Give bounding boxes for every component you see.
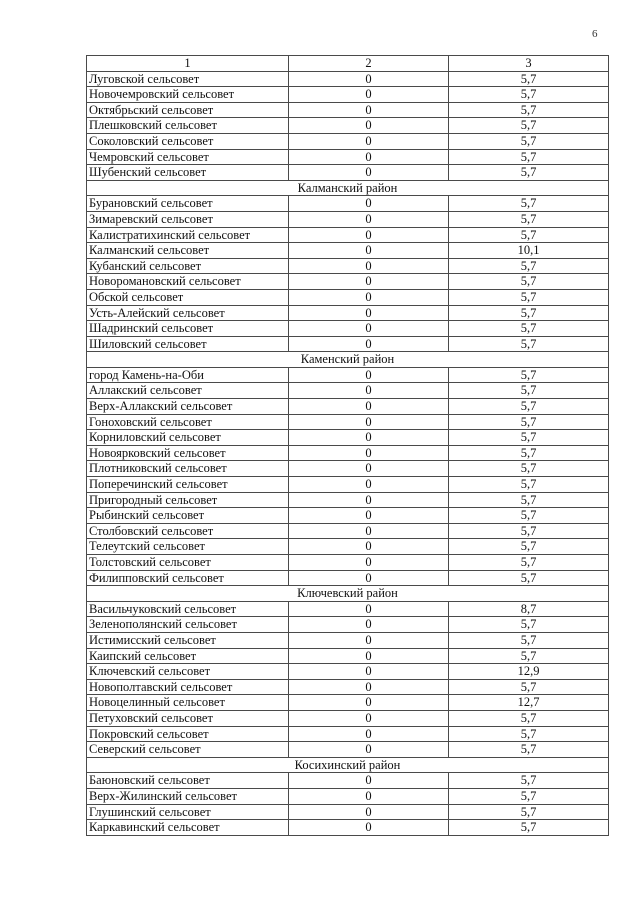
column-3-value-cell: 5,7 bbox=[449, 321, 609, 337]
table-row bbox=[87, 383, 609, 399]
column-3-value-cell: 8,7 bbox=[449, 601, 609, 617]
column-2-value-cell: 0 bbox=[289, 695, 449, 711]
district-header-row bbox=[87, 586, 609, 602]
column-2-value-cell: 0 bbox=[289, 399, 449, 415]
settlement-name-cell: Каипский сельсовет bbox=[87, 648, 289, 664]
table-row bbox=[87, 804, 609, 820]
page-number: 6 bbox=[592, 28, 598, 40]
table-row bbox=[87, 71, 609, 87]
table-row bbox=[87, 461, 609, 477]
column-3-value-cell: 5,7 bbox=[449, 820, 609, 836]
column-3-value-cell: 12,7 bbox=[449, 695, 609, 711]
settlement-name-cell: Усть-Алейский сельсовет bbox=[87, 305, 289, 321]
column-2-value-cell: 0 bbox=[289, 258, 449, 274]
column-3-value-cell: 5,7 bbox=[449, 133, 609, 149]
settlement-name-cell: Филипповский сельсовет bbox=[87, 570, 289, 586]
column-2-value-cell: 0 bbox=[289, 196, 449, 212]
column-2-value-cell: 0 bbox=[289, 367, 449, 383]
column-2-value-cell: 0 bbox=[289, 555, 449, 571]
column-3-value-cell: 5,7 bbox=[449, 305, 609, 321]
column-3-value-cell: 5,7 bbox=[449, 414, 609, 430]
table-row bbox=[87, 539, 609, 555]
column-2-value-cell: 0 bbox=[289, 414, 449, 430]
settlement-name-cell: Плешковский сельсовет bbox=[87, 118, 289, 134]
column-3-value-cell: 5,7 bbox=[449, 211, 609, 227]
column-2-value-cell: 0 bbox=[289, 648, 449, 664]
column-3-value-cell: 5,7 bbox=[449, 710, 609, 726]
data-table bbox=[86, 55, 609, 836]
column-header-2: 2 bbox=[289, 56, 449, 72]
column-2-value-cell: 0 bbox=[289, 321, 449, 337]
column-2-value-cell: 0 bbox=[289, 726, 449, 742]
column-2-value-cell: 0 bbox=[289, 305, 449, 321]
column-3-value-cell: 5,7 bbox=[449, 492, 609, 508]
column-2-value-cell: 0 bbox=[289, 71, 449, 87]
column-2-value-cell: 0 bbox=[289, 773, 449, 789]
column-2-value-cell: 0 bbox=[289, 570, 449, 586]
column-3-value-cell: 5,7 bbox=[449, 570, 609, 586]
column-2-value-cell: 0 bbox=[289, 742, 449, 758]
column-3-value-cell: 5,7 bbox=[449, 742, 609, 758]
column-2-value-cell: 0 bbox=[289, 632, 449, 648]
column-3-value-cell: 5,7 bbox=[449, 71, 609, 87]
header-row bbox=[87, 56, 609, 72]
column-3-value-cell: 5,7 bbox=[449, 87, 609, 103]
table-row bbox=[87, 726, 609, 742]
column-2-value-cell: 0 bbox=[289, 664, 449, 680]
column-3-value-cell: 5,7 bbox=[449, 539, 609, 555]
settlement-name-cell: Ключевский сельсовет bbox=[87, 664, 289, 680]
column-3-value-cell: 5,7 bbox=[449, 508, 609, 524]
table-row bbox=[87, 492, 609, 508]
table-row bbox=[87, 601, 609, 617]
column-2-value-cell: 0 bbox=[289, 601, 449, 617]
settlement-name-cell: Бурановский сельсовет bbox=[87, 196, 289, 212]
column-3-value-cell: 5,7 bbox=[449, 773, 609, 789]
settlement-name-cell: Столбовский сельсовет bbox=[87, 523, 289, 539]
district-header-row bbox=[87, 757, 609, 773]
table-row bbox=[87, 742, 609, 758]
column-3-value-cell: 5,7 bbox=[449, 555, 609, 571]
settlement-name-cell: Аллакский сельсовет bbox=[87, 383, 289, 399]
table-body bbox=[87, 71, 609, 835]
column-2-value-cell: 0 bbox=[289, 211, 449, 227]
settlement-name-cell: Кубанский сельсовет bbox=[87, 258, 289, 274]
table-row bbox=[87, 367, 609, 383]
settlement-name-cell: Поперечинский сельсовет bbox=[87, 477, 289, 493]
column-2-value-cell: 0 bbox=[289, 508, 449, 524]
settlement-name-cell: Луговской сельсовет bbox=[87, 71, 289, 87]
column-3-value-cell: 5,7 bbox=[449, 274, 609, 290]
settlement-name-cell: Северский сельсовет bbox=[87, 742, 289, 758]
settlement-name-cell: Истимисский сельсовет bbox=[87, 632, 289, 648]
column-3-value-cell: 5,7 bbox=[449, 679, 609, 695]
column-2-value-cell: 0 bbox=[289, 788, 449, 804]
settlement-name-cell: Новоярковский сельсовет bbox=[87, 445, 289, 461]
settlement-name-cell: Каркавинский сельсовет bbox=[87, 820, 289, 836]
column-3-value-cell: 5,7 bbox=[449, 165, 609, 181]
settlement-name-cell: Петуховский сельсовет bbox=[87, 710, 289, 726]
column-2-value-cell: 0 bbox=[289, 243, 449, 259]
settlement-name-cell: Глушинский сельсовет bbox=[87, 804, 289, 820]
column-2-value-cell: 0 bbox=[289, 274, 449, 290]
settlement-name-cell: Васильчуковский сельсовет bbox=[87, 601, 289, 617]
column-3-value-cell: 5,7 bbox=[449, 102, 609, 118]
table-row bbox=[87, 679, 609, 695]
column-2-value-cell: 0 bbox=[289, 102, 449, 118]
table-row bbox=[87, 258, 609, 274]
column-2-value-cell: 0 bbox=[289, 430, 449, 446]
column-2-value-cell: 0 bbox=[289, 617, 449, 633]
column-3-value-cell: 5,7 bbox=[449, 430, 609, 446]
column-2-value-cell: 0 bbox=[289, 87, 449, 103]
column-3-value-cell: 5,7 bbox=[449, 788, 609, 804]
table-row bbox=[87, 149, 609, 165]
table-row bbox=[87, 445, 609, 461]
settlement-name-cell: Покровский сельсовет bbox=[87, 726, 289, 742]
column-3-value-cell: 5,7 bbox=[449, 461, 609, 477]
column-3-value-cell: 5,7 bbox=[449, 399, 609, 415]
column-3-value-cell: 5,7 bbox=[449, 336, 609, 352]
settlement-name-cell: Калманский сельсовет bbox=[87, 243, 289, 259]
table-row bbox=[87, 477, 609, 493]
district-name: Каменский район bbox=[87, 352, 609, 368]
column-3-value-cell: 5,7 bbox=[449, 523, 609, 539]
column-3-value-cell: 5,7 bbox=[449, 258, 609, 274]
settlement-name-cell: Пригородный сельсовет bbox=[87, 492, 289, 508]
table-row bbox=[87, 87, 609, 103]
settlement-name-cell: Толстовский сельсовет bbox=[87, 555, 289, 571]
table-row bbox=[87, 648, 609, 664]
settlement-name-cell: Телеутский сельсовет bbox=[87, 539, 289, 555]
table-row bbox=[87, 133, 609, 149]
table-row bbox=[87, 196, 609, 212]
table-row bbox=[87, 243, 609, 259]
column-2-value-cell: 0 bbox=[289, 445, 449, 461]
table-row bbox=[87, 664, 609, 680]
settlement-name-cell: Соколовский сельсовет bbox=[87, 133, 289, 149]
table-row bbox=[87, 211, 609, 227]
settlement-name-cell: Плотниковский сельсовет bbox=[87, 461, 289, 477]
column-3-value-cell: 5,7 bbox=[449, 632, 609, 648]
column-2-value-cell: 0 bbox=[289, 133, 449, 149]
column-header-3: 3 bbox=[449, 56, 609, 72]
column-2-value-cell: 0 bbox=[289, 820, 449, 836]
table-row bbox=[87, 788, 609, 804]
table-row bbox=[87, 523, 609, 539]
settlement-name-cell: Шиловский сельсовет bbox=[87, 336, 289, 352]
table-row bbox=[87, 336, 609, 352]
settlement-name-cell: Рыбинский сельсовет bbox=[87, 508, 289, 524]
settlement-name-cell: Гоноховский сельсовет bbox=[87, 414, 289, 430]
table-row bbox=[87, 227, 609, 243]
column-3-value-cell: 5,7 bbox=[449, 445, 609, 461]
column-2-value-cell: 0 bbox=[289, 804, 449, 820]
settlement-name-cell: Новоромановский сельсовет bbox=[87, 274, 289, 290]
settlement-name-cell: Зимаревский сельсовет bbox=[87, 211, 289, 227]
table-row bbox=[87, 430, 609, 446]
settlement-name-cell: Верх-Жилинский сельсовет bbox=[87, 788, 289, 804]
column-2-value-cell: 0 bbox=[289, 461, 449, 477]
district-name: Калманский район bbox=[87, 180, 609, 196]
table-row bbox=[87, 632, 609, 648]
column-2-value-cell: 0 bbox=[289, 383, 449, 399]
table-row bbox=[87, 118, 609, 134]
settlement-name-cell: Чемровский сельсовет bbox=[87, 149, 289, 165]
settlement-name-cell: Зеленополянский сельсовет bbox=[87, 617, 289, 633]
table-row bbox=[87, 274, 609, 290]
column-2-value-cell: 0 bbox=[289, 289, 449, 305]
table-row bbox=[87, 617, 609, 633]
column-2-value-cell: 0 bbox=[289, 336, 449, 352]
column-3-value-cell: 5,7 bbox=[449, 648, 609, 664]
table-row bbox=[87, 305, 609, 321]
table-row bbox=[87, 289, 609, 305]
settlement-name-cell: Новоцелинный сельсовет bbox=[87, 695, 289, 711]
column-3-value-cell: 5,7 bbox=[449, 804, 609, 820]
settlement-name-cell: город Камень-на-Оби bbox=[87, 367, 289, 383]
column-2-value-cell: 0 bbox=[289, 227, 449, 243]
district-header-row bbox=[87, 352, 609, 368]
settlement-name-cell: Новочемровский сельсовет bbox=[87, 87, 289, 103]
table-row bbox=[87, 399, 609, 415]
column-3-value-cell: 5,7 bbox=[449, 367, 609, 383]
table-row bbox=[87, 508, 609, 524]
column-3-value-cell: 5,7 bbox=[449, 149, 609, 165]
settlement-name-cell: Шадринский сельсовет bbox=[87, 321, 289, 337]
column-3-value-cell: 10,1 bbox=[449, 243, 609, 259]
district-name: Косихинский район bbox=[87, 757, 609, 773]
table-row bbox=[87, 710, 609, 726]
district-name: Ключевский район bbox=[87, 586, 609, 602]
column-2-value-cell: 0 bbox=[289, 149, 449, 165]
column-3-value-cell: 5,7 bbox=[449, 726, 609, 742]
settlement-name-cell: Шубенский сельсовет bbox=[87, 165, 289, 181]
column-3-value-cell: 5,7 bbox=[449, 196, 609, 212]
column-2-value-cell: 0 bbox=[289, 679, 449, 695]
district-header-row bbox=[87, 180, 609, 196]
table-row bbox=[87, 695, 609, 711]
table-row bbox=[87, 102, 609, 118]
settlement-name-cell: Октябрьский сельсовет bbox=[87, 102, 289, 118]
column-3-value-cell: 12,9 bbox=[449, 664, 609, 680]
table-row bbox=[87, 570, 609, 586]
settlement-name-cell: Верх-Аллакский сельсовет bbox=[87, 399, 289, 415]
column-2-value-cell: 0 bbox=[289, 539, 449, 555]
table-row bbox=[87, 820, 609, 836]
column-3-value-cell: 5,7 bbox=[449, 227, 609, 243]
column-3-value-cell: 5,7 bbox=[449, 383, 609, 399]
settlement-name-cell: Калистратихинский сельсовет bbox=[87, 227, 289, 243]
settlement-name-cell: Корниловский сельсовет bbox=[87, 430, 289, 446]
table-row bbox=[87, 773, 609, 789]
column-header-1: 1 bbox=[87, 56, 289, 72]
column-2-value-cell: 0 bbox=[289, 710, 449, 726]
table-row bbox=[87, 414, 609, 430]
column-3-value-cell: 5,7 bbox=[449, 617, 609, 633]
column-3-value-cell: 5,7 bbox=[449, 289, 609, 305]
settlement-name-cell: Баюновский сельсовет bbox=[87, 773, 289, 789]
table-row bbox=[87, 321, 609, 337]
settlement-name-cell: Обской сельсовет bbox=[87, 289, 289, 305]
column-2-value-cell: 0 bbox=[289, 165, 449, 181]
column-3-value-cell: 5,7 bbox=[449, 477, 609, 493]
column-3-value-cell: 5,7 bbox=[449, 118, 609, 134]
table-row bbox=[87, 165, 609, 181]
settlement-name-cell: Новополтавский сельсовет bbox=[87, 679, 289, 695]
column-2-value-cell: 0 bbox=[289, 523, 449, 539]
column-2-value-cell: 0 bbox=[289, 477, 449, 493]
column-2-value-cell: 0 bbox=[289, 492, 449, 508]
column-2-value-cell: 0 bbox=[289, 118, 449, 134]
table-row bbox=[87, 555, 609, 571]
